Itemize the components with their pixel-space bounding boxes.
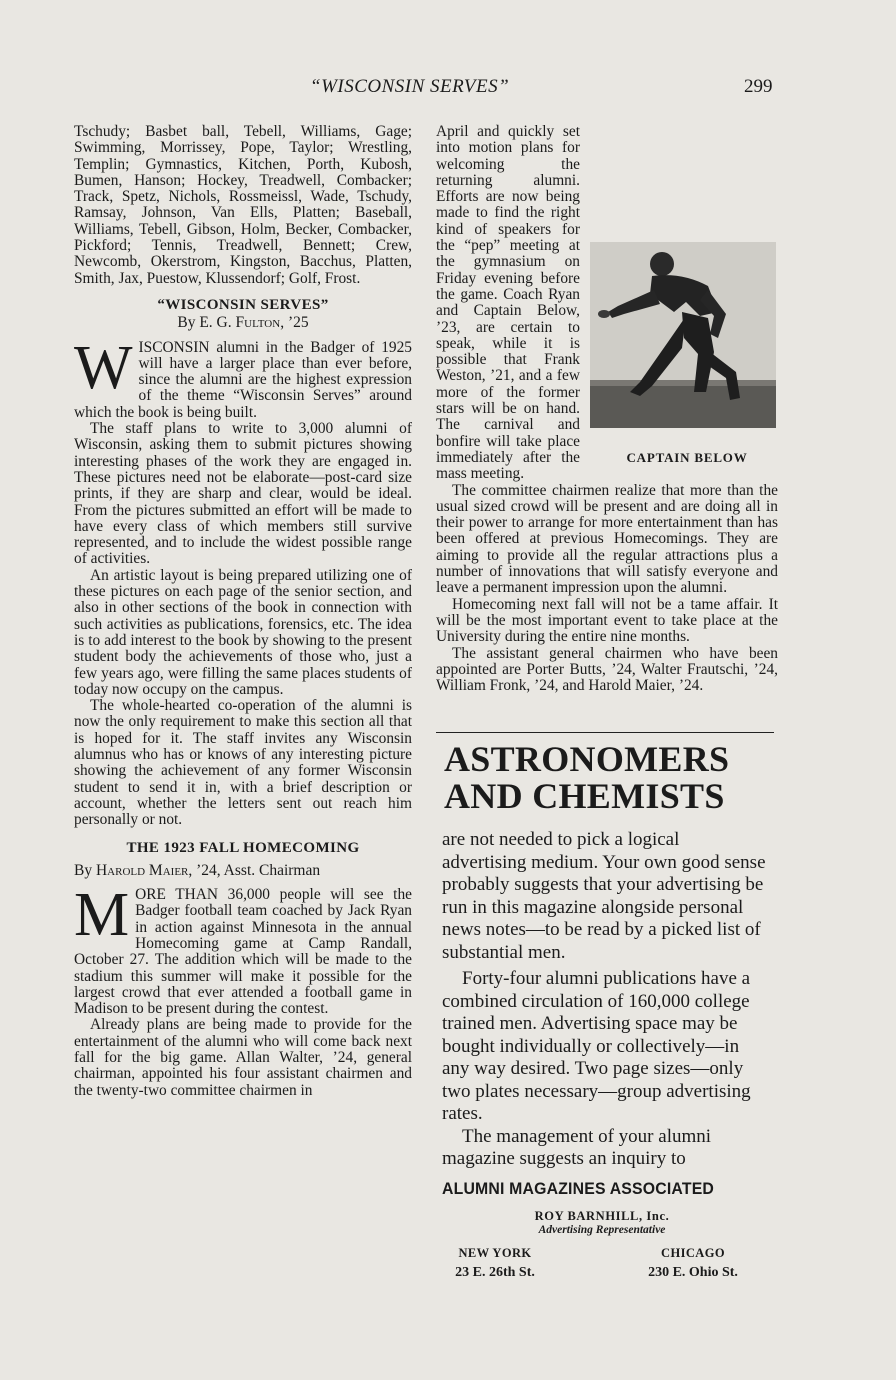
homecoming-continued-paragraph (436, 124, 778, 483)
committee-paragraph: The committee chairmen realize that more than the usual sized crowd will be present and are doing all in their power to arrange for more entertainment than has been offered at previous Homecomings. They are aiming to provide all the regular attractions plus a number of innovations that will satisfy everyone and leave a permanent impression upon the alumni. (436, 481, 778, 597)
ad-representative-title: Advertising Representative (538, 1223, 666, 1236)
captain-photo (590, 242, 776, 428)
captain-photo-figure (590, 242, 784, 466)
paragraph-text: ORE THAN 36,000 people will see the Badger football team coached by Jack Ryan in action against Minnesota in the annual Homecoming game at Camp Randall, October 27. The addition which will be made to the stadium this summer will make it possible for the largest crowd that ever attended a football game in Madison to be present during the contest. (74, 886, 412, 1018)
office-new-york (440, 1246, 550, 1281)
paragraph-text: ISCONSIN alumni in the Badger of 1925 will have a larger place than ever before, since the alumni are the highest expression of the theme “Wisconsin Serves” around which the book is being built. (74, 338, 412, 421)
homecoming-paragraph-1 (74, 881, 412, 1018)
ad-headline (444, 741, 778, 815)
wisconsin-serves-paragraph-4: The whole-hearted co-operation of the alumni is now the only requirement to make this section all that is hoped for it. The staff invites any Wisconsin alumnus who has or knows of any interesting picture showing the achievement of any former Wisconsin student to send it in, with a brief description or account, whether the letters sent out reach him personally or not. (74, 697, 412, 829)
drop-cap: W (74, 333, 133, 402)
wisconsin-serves-title: “WISCONSIN SERVES” (157, 296, 329, 313)
wisconsin-serves-paragraph-3: An artistic layout is being prepared utilizing one of these pictures on each page of the senior section, and also in other sections of the book in connection with such activities as publications, forensics, etc. The idea is to add interest to the book by showing to the present student body the achievements of those who, just a few years ago, were filling the same places students of today now occupy on the campus. (74, 566, 412, 698)
office-address: 23 E. 26th St. (455, 1264, 535, 1280)
ad-headline-line-2: AND CHEMISTS (444, 776, 725, 816)
advertisement (436, 732, 778, 1286)
right-column (436, 124, 778, 694)
photo-caption: CAPTAIN BELOW (626, 450, 748, 465)
wisconsin-serves-byline (74, 315, 412, 331)
homecoming-paragraph-2: Already plans are being made to provide for the entertainment of the alumni who will come back next fall for the big game. Allan Walter, ’24, general chairman, appointed his four assistant chairmen and the twenty-two committee chairmen in (74, 1016, 412, 1099)
paragraph-text: April and quickly set into motion plans for welcoming the returning alumni. Efforts are now being made to find the right kind of speakers for the “pep” meeting at the gymnasium on Friday evening before the game. Coach Ryan and Captain Below, ’23, are certain to speak, while it is possible that Frank Weston, ’21, and a few more of the former stars will be on hand. The carnival and bonfire will take place immediately after the mass meeting. (436, 123, 580, 483)
running-head (0, 76, 896, 100)
ad-divider (436, 732, 774, 733)
byline-suffix: , ’25 (280, 314, 309, 332)
ad-body-paragraph-1: are not needed to pick a logical advertising medium. Your own good sense probably suggests that your advertising be run in this magazine alongside personal news notes—to be read by a picked list of substantial men. (442, 829, 766, 963)
homecoming-title: THE 1923 FALL HOMECOMING (126, 840, 360, 857)
ad-body-paragraph-2: Forty-four alumni publications have a combined circulation of 160,000 college trained men. Advertising space may be bought individually or collectively—in any way desired. Two page sizes—only two plates necessary—group advertising rates. (442, 968, 751, 1124)
next-fall-paragraph: Homecoming next fall will not be a tame affair. It will be the most important event to take place at the University during the entire nine months. (436, 595, 778, 646)
left-column (74, 124, 412, 1099)
office-address: 230 E. Ohio St. (648, 1264, 738, 1280)
ad-body-paragraph-3: The management of your alumni magazine suggests an inquiry to (442, 1125, 712, 1169)
wisconsin-serves-paragraph-1 (74, 333, 412, 421)
byline-author: Fulton (235, 314, 281, 332)
byline-suffix: , ’24, Asst. Chairman (188, 861, 321, 879)
office-city: NEW YORK (458, 1245, 532, 1260)
wisconsin-serves-paragraph-2: The staff plans to write to 3,000 alumni of Wisconsin, asking them to submit pictures showing interesting phases of the work they are engaged in. These pictures need not be elaborate—post-card size prints, if they are sharp and clear, would be ideal. From the pictures submitted an effort will be made to have every class of which members still survive represented, and to include the widest possible range of activities. (74, 420, 412, 568)
drop-cap: M (74, 881, 130, 950)
running-title: “WISCONSIN SERVES” (310, 76, 510, 97)
ad-body (442, 829, 768, 1171)
office-city: CHICAGO (661, 1245, 725, 1260)
page-number: 299 (744, 76, 773, 97)
ad-offices (436, 1246, 778, 1286)
ad-company-name: ALUMNI MAGAZINES ASSOCIATED (442, 1178, 715, 1198)
ad-headline-line-1: ASTRONOMERS (444, 739, 730, 779)
byline-author: Harold Maier (95, 861, 189, 879)
byline-prefix: By E. G. (177, 314, 236, 332)
homecoming-byline (74, 863, 412, 879)
athletes-list-paragraph: Tschudy; Basbet ball, Tebell, Williams, Gage; Swimming, Morrissey, Pope, Taylor; Wrestling, Templin; Gymnastics, Kitchen, Porth, Kubosh, Bumen, Hanson; Hockey, Treadwell, Combacker; Track, Spetz, Nichols, Rossmeissl, Wade, Tschudy, Ramsay, Johnson, Van Ells, Platten; Baseball, Williams, Tebell, Gibson, Holm, Becker, Combacker, Pickford; Tennis, Treadwell, Bennett; Crew, Newcomb, Okerstrom, Kingston, Bacchus, Platten, Smith, Jax, Puestow, Klussendorf; Golf, Frost. (74, 123, 412, 287)
byline-prefix: By (74, 861, 96, 879)
ad-representative: ROY BARNHILL, Inc. (534, 1208, 670, 1223)
football-player-illustration (590, 242, 776, 428)
office-chicago (626, 1246, 760, 1281)
assistant-chairmen-paragraph: The assistant general chairmen who have been appointed are Porter Butts, ’24, Walter Frautschi, ’24, William Fronk, ’24, and Harold Maier, ’24. (436, 644, 778, 695)
